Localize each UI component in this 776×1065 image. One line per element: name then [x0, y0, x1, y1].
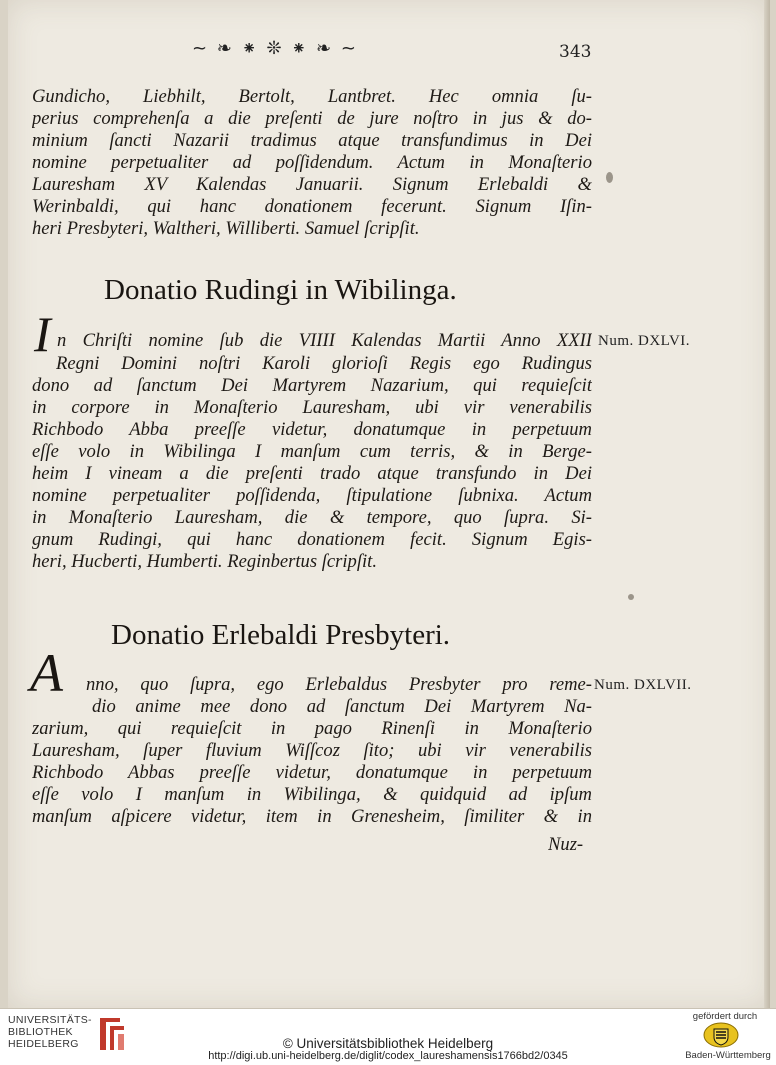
- text-line: heri, Hucberti, Humberti. Reginbertus ſcripſit.: [32, 551, 377, 572]
- copyright-notice: © Universitätsbibliothek Heidelberg: [282, 1036, 494, 1051]
- drop-cap: I: [34, 306, 51, 362]
- text-line: dono ad ſanctum Dei Martyrem Nazarium, qui requieſcit: [32, 375, 592, 396]
- text-line: Gundicho, Liebhilt, Bertolt, Lantbret. Hec omnia ſu-: [32, 86, 592, 107]
- text-line: nomine perpetualiter poſſidenda, ſtipulatione ſubnixa. Actum: [32, 485, 592, 506]
- text-line: gnum Rudingi, qui hanc donationem fecit. Signum Egis-: [32, 529, 592, 550]
- paper-speck: [628, 594, 634, 600]
- catchword: Nuz-: [548, 834, 584, 855]
- text-line: nno, quo ſupra, ego Erlebaldus Presbyter pro reme-: [86, 674, 592, 695]
- funded-by-label: gefördert durch: [692, 1011, 758, 1022]
- text-line: manſum aſpicere videtur, item in Grenesheim, ſimiliter & in: [32, 806, 592, 827]
- section-heading: Donatio Erlebaldi Presbyteri.: [111, 619, 451, 651]
- margin-number: Num. DXLVII.: [594, 677, 692, 693]
- library-line: BIBLIOTHEK: [8, 1026, 73, 1038]
- text-line: Richbodo Abba preeſſe videtur, donatumque in perpetuum: [32, 419, 592, 440]
- text-line: Lauresham, ſuper fluvium Wiſſcoz ſito; ubi vir venerabilis: [32, 740, 592, 761]
- page-number: 343: [559, 42, 592, 62]
- text-line: perius comprehenſa a die preſenti de jure noſtro in jus & do-: [32, 108, 592, 129]
- text-line: Richbodo Abbas preeſſe videtur, donatumque in perpetuum: [32, 762, 592, 783]
- text-line: heri Presbyteri, Waltheri, Williberti. Samuel ſcripſit.: [32, 218, 420, 239]
- text-line: Werinbaldi, qui hanc donationem fecerunt. Signum Iſin-: [32, 196, 592, 217]
- text-line: n Chriſti nomine ſub die VIIII Kalendas Martii Anno XXII: [57, 330, 592, 351]
- text-line: eſſe volo I manſum in Wibilinga, & quidquid ad ipſum: [32, 784, 592, 805]
- region-label: Baden-Württemberg: [685, 1050, 771, 1061]
- text-line: zarium, qui requieſcit in pago Rinenſi in Monaſterio: [32, 718, 592, 739]
- header-ornament: ~ ❧ ⁕ ❊ ⁕ ❧ ~: [192, 38, 358, 59]
- text-line: Regni Domini noſtri Karoli glorioſi Regis ego Rudingus: [56, 353, 592, 374]
- library-line: UNIVERSITÄTS-: [8, 1014, 92, 1026]
- text-line: nomine perpetualiter ad poſſidendum. Actum in Monaſterio: [32, 152, 592, 173]
- text-line: dio anime mee dono ad ſanctum Dei Martyrem Na-: [92, 696, 592, 717]
- text-line: minium ſancti Nazarii tradimus atque transfundimus in Dei: [32, 130, 592, 151]
- section-heading: Donatio Rudingi in Wibilinga.: [104, 274, 457, 306]
- text-line: heim I vineam a die preſenti trado atque transfundo in Dei: [32, 463, 592, 484]
- drop-cap: A: [30, 643, 63, 703]
- text-line: eſſe volo in Wibilinga I manſum cum terris, & in Berge-: [32, 441, 592, 462]
- crest-icon: [703, 1022, 739, 1048]
- text-line: in Monaſterio Lauresham, die & tempore, quo ſupra. Si-: [32, 507, 592, 528]
- text-line: Lauresham XV Kalendas Januarii. Signum Erlebaldi &: [32, 174, 592, 195]
- page-edge: [764, 0, 770, 1008]
- text-line: in corpore in Monaſterio Lauresham, ubi vir venerabilis: [32, 397, 592, 418]
- library-line: HEIDELBERG: [8, 1038, 79, 1050]
- paper-speck: [606, 172, 613, 183]
- source-url[interactable]: http://digi.ub.uni-heidelberg.de/diglit/codex_laureshamensis1766bd2/0345: [208, 1050, 568, 1062]
- margin-number: Num. DXLVI.: [598, 333, 691, 349]
